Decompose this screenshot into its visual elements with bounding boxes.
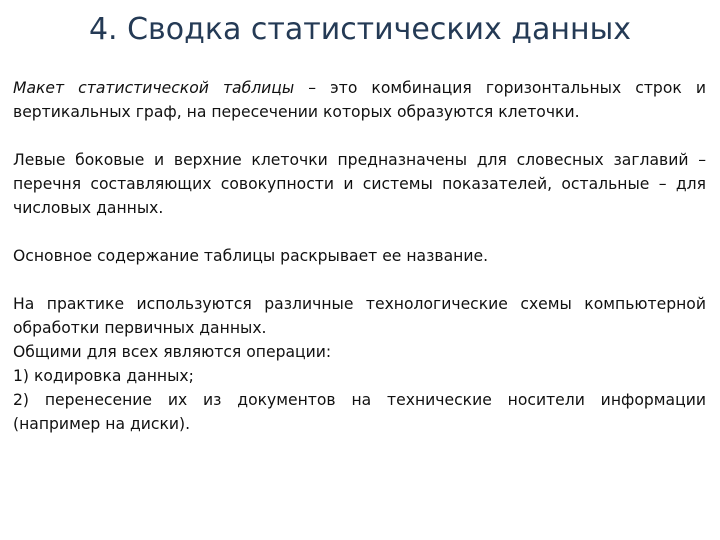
definition-text: – это комбинация горизонтальных строк и вертикальных граф, на пересечении которых образуются клеточки. <box>13 79 706 121</box>
paragraph-definition <box>13 76 706 124</box>
paragraph-gap <box>13 220 706 244</box>
defined-term: Макет статистической таблицы <box>13 79 295 97</box>
paragraph-gap <box>13 268 706 292</box>
paragraph-cells: Левые боковые и верхние клеточки предназначены для словесных заглавий – перечня составляющих совокупности и системы показателей, остальные – для числовых данных. <box>13 151 706 217</box>
paragraph-gap <box>13 124 706 148</box>
paragraph-operations: Общими для всех являются операции: <box>13 343 332 361</box>
slide-title: 4. Сводка статистических данных <box>88 12 632 47</box>
paragraph-processing: На практике используются различные технологические схемы компьютерной обработки первичных данных. <box>13 295 706 337</box>
list-item-transfer: 2) перенесение их из документов на технические носители информации (например на диски). <box>13 391 706 433</box>
paragraph-title-content: Основное содержание таблицы раскрывает ее название. <box>13 247 489 265</box>
slide-body <box>13 76 706 436</box>
list-item-coding: 1) кодировка данных; <box>13 367 194 385</box>
